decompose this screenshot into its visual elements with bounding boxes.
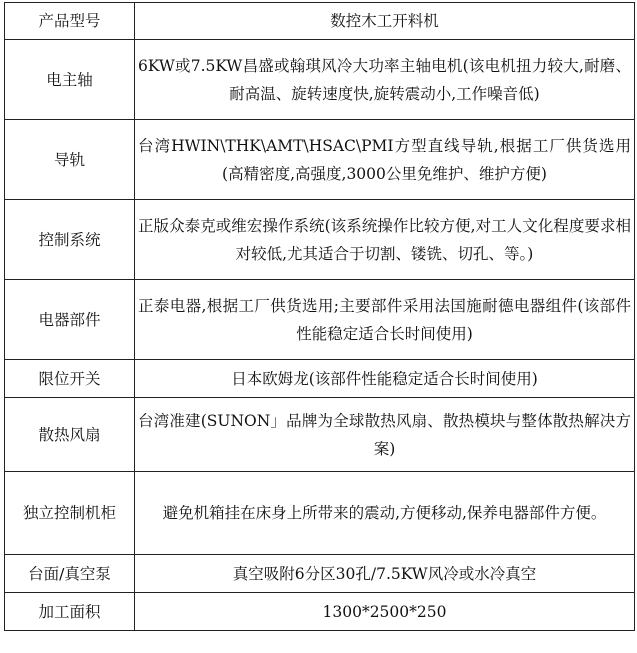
row-value: 台湾HWIN\THK\AMT\HSAC\PMI方型直线导轨,根据工厂供货选用 (高精密度,高强度,3000公里免维护、维护方便) xyxy=(135,120,635,200)
row-value: 1300*2500*250 xyxy=(135,593,635,631)
row-label: 独立控制机柜 xyxy=(5,472,135,555)
spec-table xyxy=(4,2,635,631)
row-value: 日本欧姆龙(该部件性能稳定适合长时间使用) xyxy=(135,360,635,398)
row-label: 限位开关 xyxy=(5,360,135,398)
row-value: 避免机箱挂在床身上所带来的震动,方便移动,保养电器部件方便。 xyxy=(135,472,635,555)
table-row xyxy=(5,360,635,398)
row-value: 6KW或7.5KW昌盛或翰琪风冷大功率主轴电机(该电机扭力较大,耐磨、耐高温、旋转速度快,旋转震动小,工作噪音低) xyxy=(135,40,635,120)
table-row xyxy=(5,40,635,120)
row-label: 电主轴 xyxy=(5,40,135,120)
table-row xyxy=(5,120,635,200)
row-label: 电器部件 xyxy=(5,280,135,360)
row-value: 真空吸附6分区30孔/7.5KW风冷或水冷真空 xyxy=(135,555,635,593)
row-label: 台面/真空泵 xyxy=(5,555,135,593)
table-row xyxy=(5,593,635,631)
row-value: 台湾准建(SUNON」品牌为全球散热风扇、散热模块与整体散热解决方案) xyxy=(135,398,635,472)
table-row xyxy=(5,280,635,360)
table-row-header xyxy=(5,3,635,40)
row-value: 正泰电器,根据工厂供货选用;主要部件采用法国施耐德电器组件(该部件性能稳定适合长时间使用) xyxy=(135,280,635,360)
header-label: 产品型号 xyxy=(5,3,135,40)
table-row xyxy=(5,398,635,472)
table-row xyxy=(5,555,635,593)
row-label: 加工面积 xyxy=(5,593,135,631)
row-label: 导轨 xyxy=(5,120,135,200)
table-row xyxy=(5,200,635,280)
row-value: 正版众泰克或维宏操作系统(该系统操作比较方便,对工人文化程度要求相对较低,尤其适合于切割、镂铣、切孔、等。) xyxy=(135,200,635,280)
row-label: 散热风扇 xyxy=(5,398,135,472)
header-value: 数控木工开料机 xyxy=(135,3,635,40)
table-row xyxy=(5,472,635,555)
row-label: 控制系统 xyxy=(5,200,135,280)
